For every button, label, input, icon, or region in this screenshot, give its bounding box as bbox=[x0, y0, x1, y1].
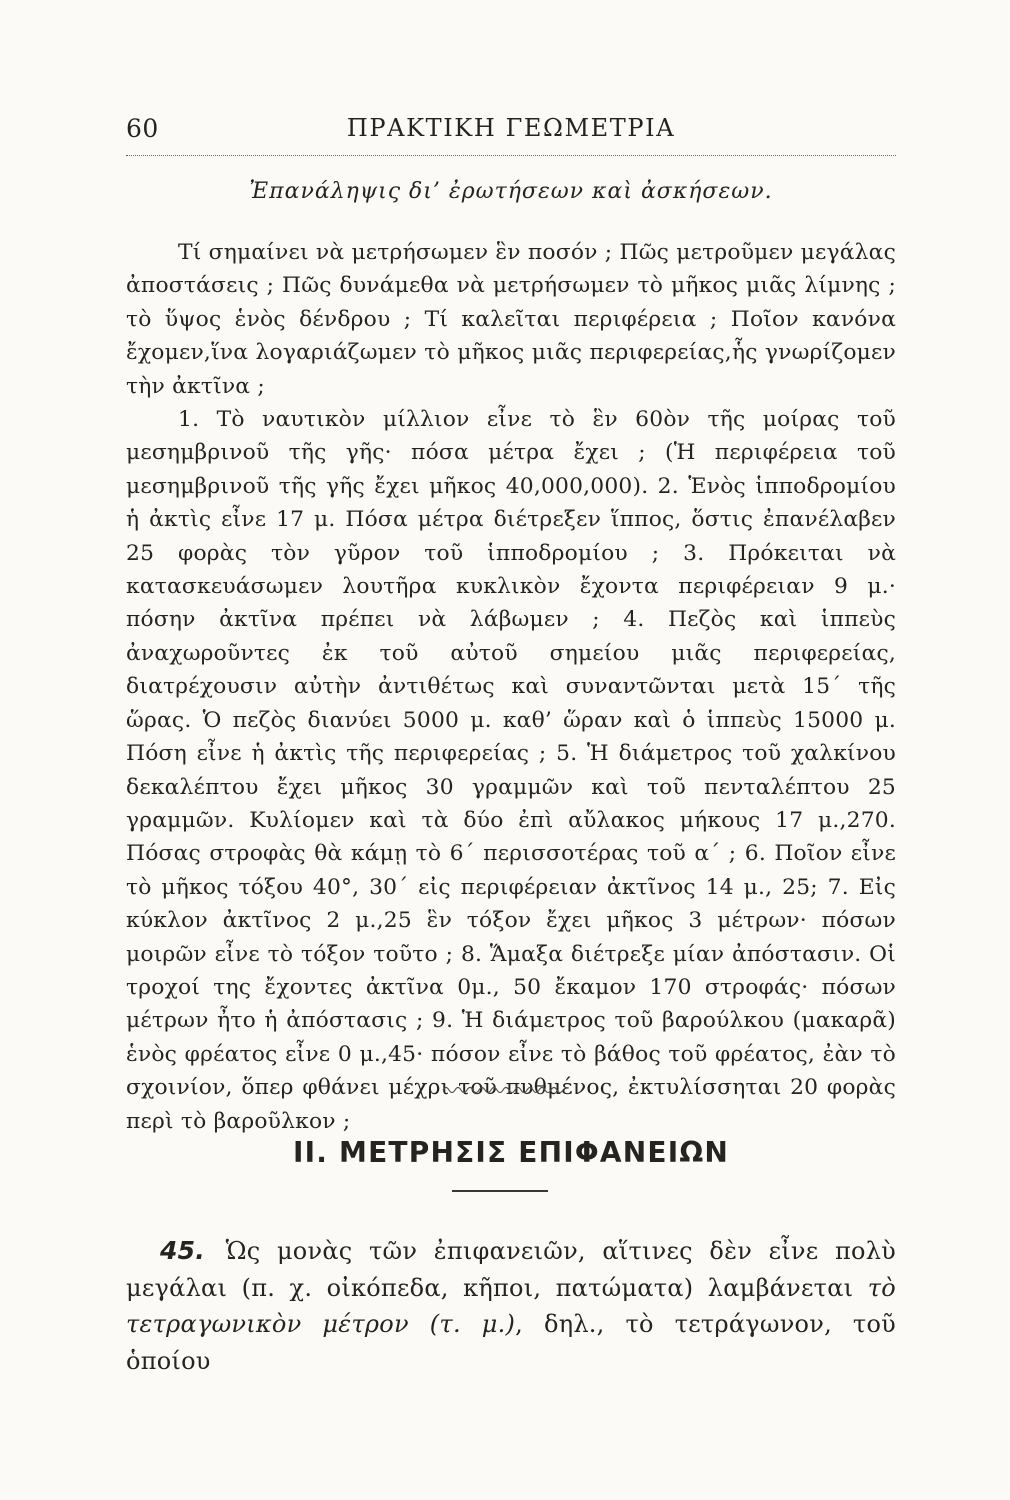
review-questions: Τί σημαίνει νὰ μετρήσωμεν ἓν ποσόν ; Πῶς μετροῦμεν μεγάλας ἀποστάσεις ; Πῶς δυνάμεθα νὰ μετρήσωμεν τὸ μῆκος μιᾶς λίμνης ; τὸ ὕψος ἑνὸς δένδρου ; Τί καλεῖται περιφέρεια ; Ποῖον κανόνα ἔχομεν,ἵνα λογαριάζωμεν τὸ μῆκος μιᾶς περιφερείας,ἧς γνωρίζομεν τὴν ἀκτῖνα ; bbox=[126, 240, 896, 399]
section-heading-rule bbox=[452, 1190, 548, 1192]
defined-term: τὸ τετραγωνικὸν μέτρον (τ. μ.) bbox=[126, 1273, 896, 1338]
page-header bbox=[126, 104, 896, 144]
paragraph-continuation: , δηλ., τὸ τετράγωνον, τοῦ ὁποίου bbox=[126, 1310, 896, 1375]
exercises-block bbox=[126, 236, 896, 1138]
header-rule bbox=[126, 155, 896, 156]
running-title: ΠΡΑΚΤΙΚΗ ΓΕΩΜΕΤΡΙΑ bbox=[346, 114, 676, 142]
paragraph-45 bbox=[126, 1233, 896, 1379]
page-number: 60 bbox=[126, 114, 159, 143]
exercises-heading: Ἐπανάληψις δι’ ἐρωτήσεων καὶ ἀσκήσεων. bbox=[249, 179, 773, 204]
section-heading: ΙΙ. ΜΕΤΡΗΣΙΣ ΕΠΙΦΑΝΕΙΩΝ bbox=[293, 1136, 729, 1169]
wavy-divider bbox=[442, 1084, 564, 1096]
exercise-problems: 1. Τὸ ναυτικὸν μίλλιον εἶνε τὸ ἓν 60ὸν τῆς μοίρας τοῦ μεσημβρινοῦ τῆς γῆς· πόσα μέτρα ἔχει ; (Ἡ περιφέρεια τοῦ μεσημβρινοῦ τῆς γῆς ἔχει μῆκος 40,000,000). 2. Ἑνὸς ἱπποδρομίου ἡ ἀκτὶς εἶνε 17 μ. Πόσα μέτρα διέτρεξεν ἵππος, ὅστις ἐπανέλαβεν 25 φορὰς τὸν γῦρον τοῦ ἱπποδρομίου ; 3. Πρόκειται νὰ κατασκευάσωμεν λουτῆρα κυκλικὸν ἔχοντα περιφέρειαν 9 μ.· πόσην ἀκτῖνα πρέπει νὰ λάβωμεν ; 4. Πεζὸς καὶ ἱππεὺς ἀναχωροῦντες ἐκ τοῦ αὐτοῦ σημείου μιᾶς περιφερείας, διατρέχουσιν αὐτὴν ἀντιθέτως καὶ συναντῶνται μετὰ 15΄ τῆς ὥρας. Ὁ πεζὸς διανύει 5000 μ. καθ’ ὥραν καὶ ὁ ἱππεὺς 15000 μ. Πόση εἶνε ἡ ἀκτὶς τῆς περιφερείας ; 5. Ἡ διάμετρος τοῦ χαλκίνου δεκαλέπτου ἔχει μῆκος 30 γραμμῶν καὶ τοῦ πενταλέπτου 25 γραμμῶν. Κυλίομεν καὶ τὰ δύο ἐπὶ αὔλακος μήκους 17 μ.,270. Πόσας στροφὰς θὰ κάμῃ τὸ 6΄ περισσοτέρας τοῦ α΄ ; 6. Ποῖον εἶνε τὸ μῆκος τόξου 40°, 30΄ εἰς περιφέρειαν ἀκτῖνος 14 μ., 25; 7. Εἰς κύκλον ἀκτῖνος 2 μ.,25 ἓν τόξον ἔχει μῆκος 3 μέτρων· πόσων μοιρῶν εἶνε τὸ τόξον τοῦτο ; 8. Ἅμαξα διέτρεξε μίαν ἀπόστασιν. Οἱ τροχοί της ἔχοντες ἀκτῖνα 0μ., 50 ἔκαμον 170 στροφάς· πόσων μέτρων ἦτο ἡ ἀπόστασις ; 9. Ἡ διάμετρος τοῦ βαρούλκου (μακαρᾶ) ἑνὸς φρέατος εἶνε 0 μ.,45· πόσον εἶνε τὸ βάθος τοῦ φρέατος, ἐὰν τὸ σχοινίον, ὅπερ φθάνει μέχρι τοῦ πυθμένος, ἐκτυλίσσηται 20 φορὰς περὶ τὸ βαροῦλκον ; bbox=[126, 407, 896, 1134]
paragraph-number: 45. bbox=[160, 1236, 206, 1265]
paragraph-text: Ὡς μονὰς τῶν ἐπιφανειῶν, αἵτινες δὲν εἶνε πολὺ μεγάλαι (π. χ. οἰκόπεδα, κῆποι, πατώματα) λαμβάνεται bbox=[126, 1237, 896, 1302]
